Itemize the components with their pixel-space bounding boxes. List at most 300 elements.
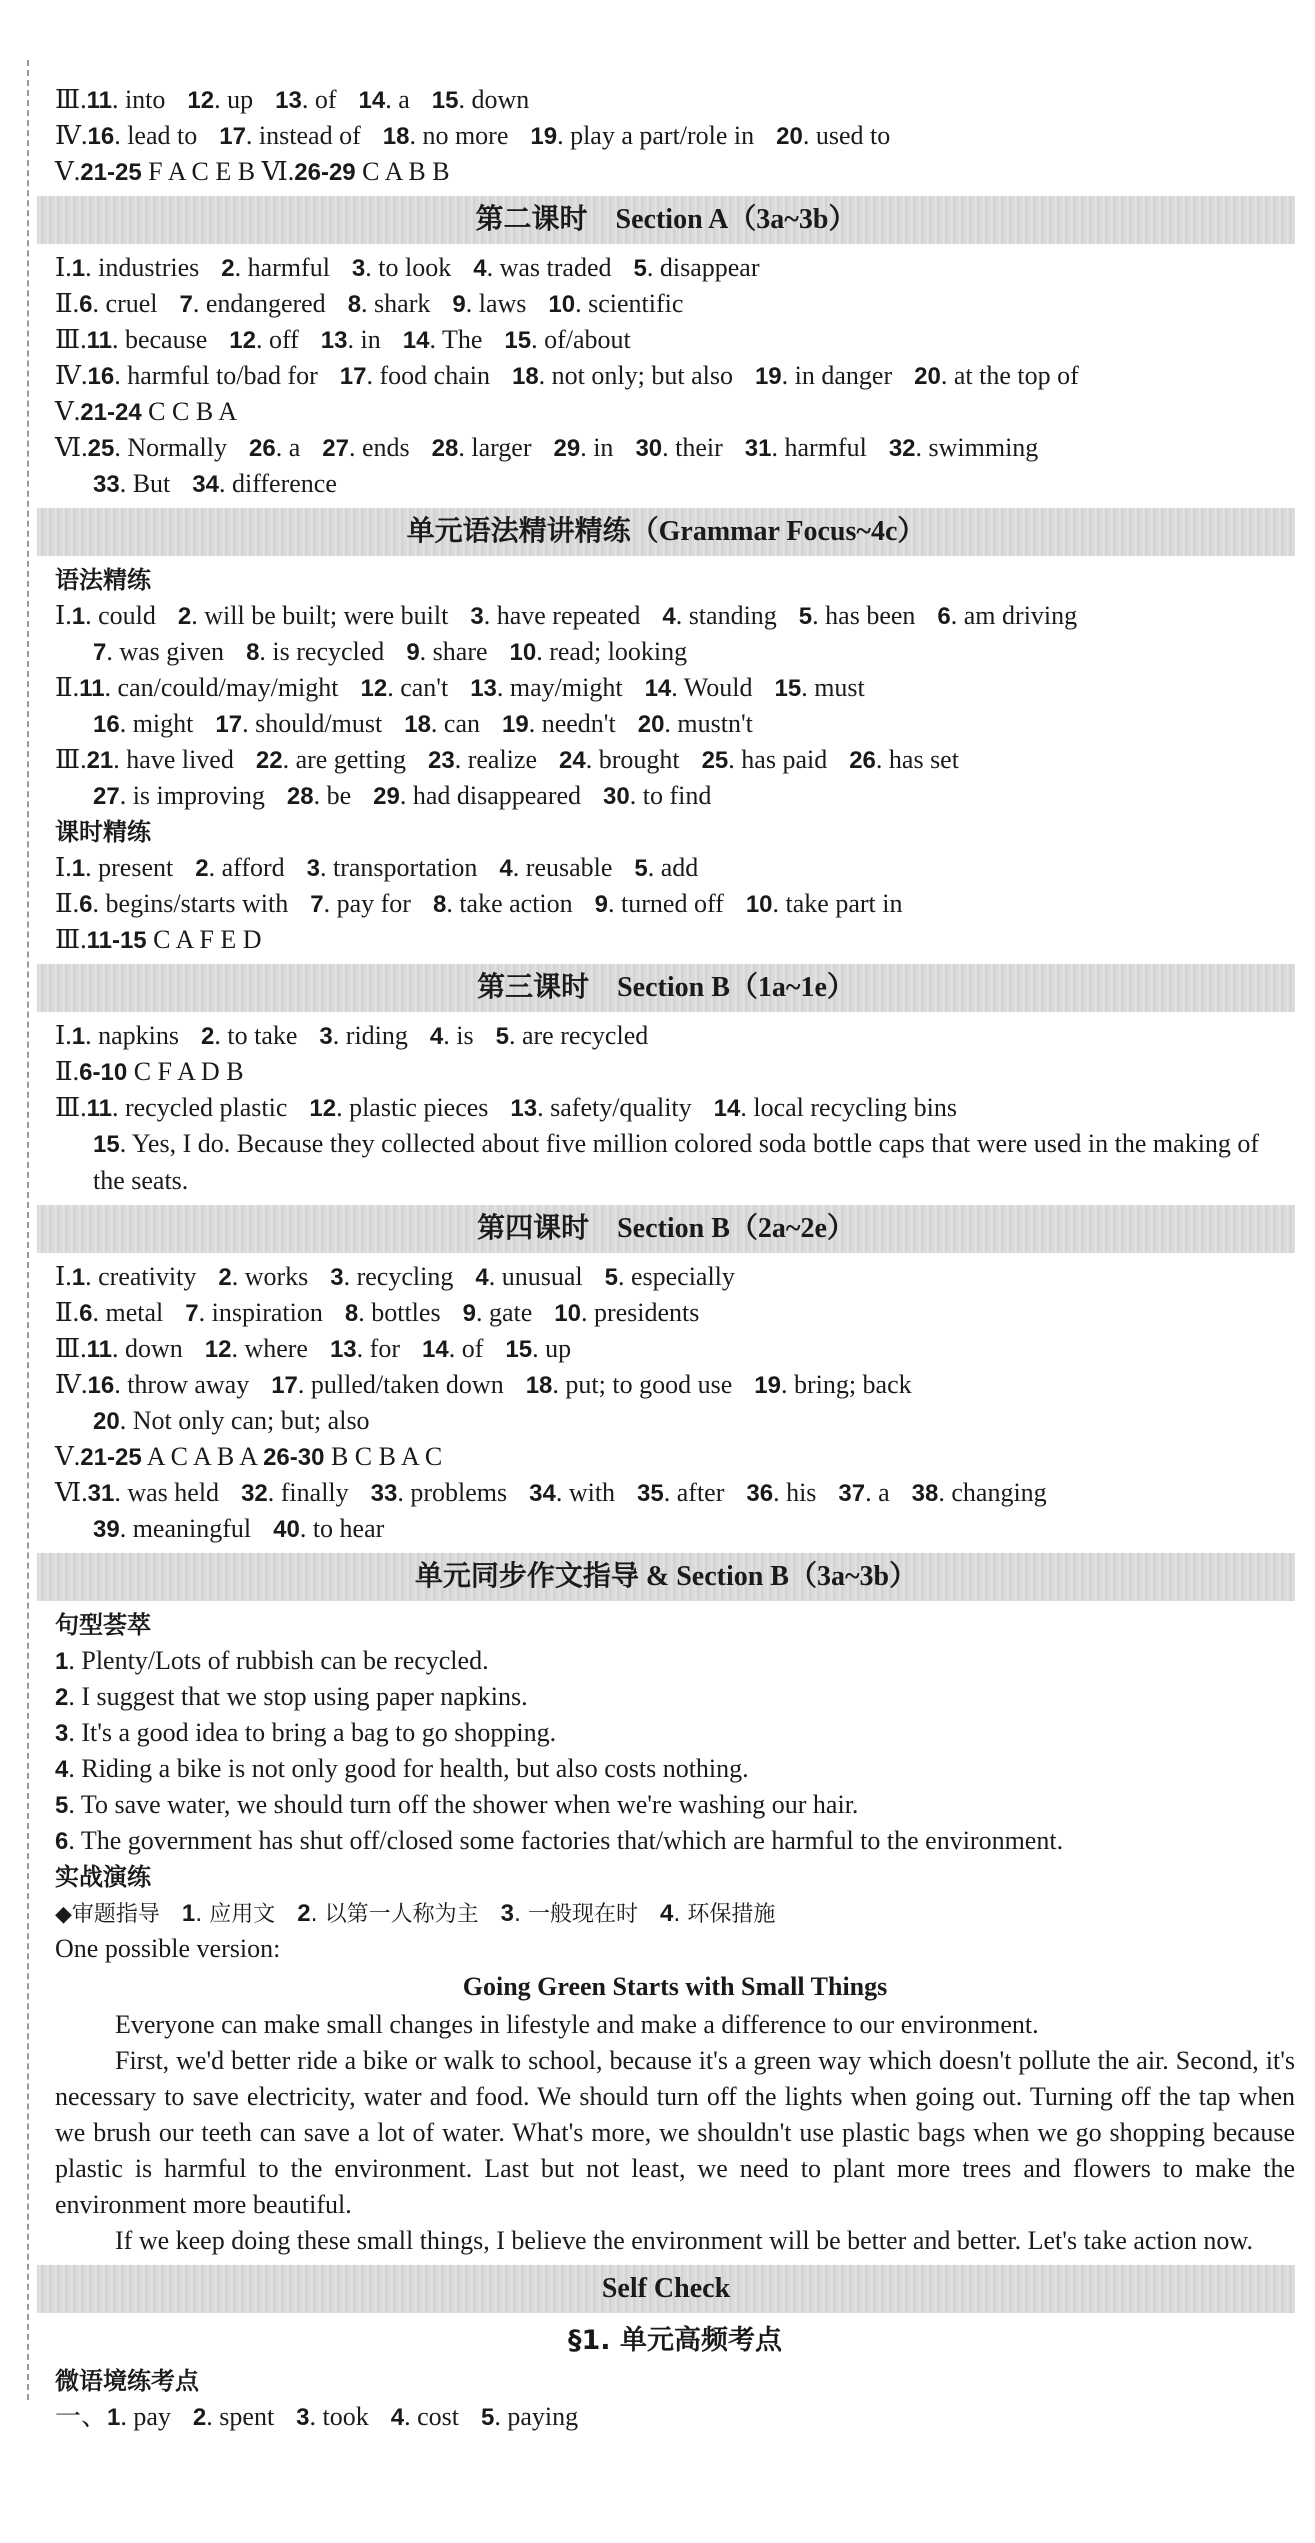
question-number: 4 [662, 603, 676, 630]
question-number: 3 [351, 255, 366, 282]
question-number: 11 [86, 327, 112, 354]
question-number: 19 [502, 711, 529, 738]
answer-line [55, 250, 1295, 286]
question-number: 1 [71, 255, 86, 282]
answer-text: . read; looking [536, 637, 688, 666]
answer-text: . needn't [528, 709, 616, 738]
question-number: 6 [79, 891, 93, 918]
question-number: 6 [79, 1300, 93, 1327]
section-numeral: Ⅰ. [55, 1262, 72, 1291]
section-numeral: Ⅱ. [55, 889, 80, 918]
question-number: 22 [255, 747, 283, 774]
question-number: 20 [914, 363, 941, 390]
writing-guide [55, 1895, 1295, 1931]
section-numeral: Ⅴ. [55, 1442, 81, 1471]
guide-number: 1 [181, 1900, 196, 1927]
question-number: 1 [71, 1264, 86, 1291]
guide-number: 2 [297, 1900, 311, 1927]
question-number: 4 [475, 1264, 489, 1291]
answer-line [55, 322, 1295, 358]
question-number: 9 [452, 291, 466, 318]
question-number: 11 [86, 1095, 112, 1122]
section-banner: 第二课时 Section A（3a~3b） [37, 196, 1295, 244]
question-number: 3 [470, 603, 484, 630]
section-heading: §1. 单元高频考点 [568, 2325, 782, 2356]
answer-line [55, 1126, 1295, 1199]
question-number: 1 [107, 2404, 121, 2431]
answer-text: . used to [802, 121, 891, 150]
question-number: 8 [347, 291, 362, 318]
question-number: 14 [644, 675, 672, 702]
answer-text: . But [119, 469, 171, 498]
section-numeral: Ⅱ. [55, 1298, 80, 1327]
answer-text: . pulled/taken down [297, 1370, 504, 1399]
question-number: 7 [310, 891, 324, 918]
answer-text: . share [419, 637, 488, 666]
answer-text: . Yes, I do. Because they collected about five million colored soda bottle caps that were used in the making of the seats. [93, 1129, 1260, 1195]
answer-line [55, 886, 1295, 922]
answer-text: . presidents [580, 1298, 700, 1327]
section-numeral: Ⅱ. [55, 1057, 80, 1086]
question-number: 1 [71, 1023, 86, 1050]
question-number: 34 [192, 471, 219, 498]
answer-text: . has paid [728, 745, 828, 774]
answer-text: . paying [494, 2402, 579, 2431]
answer-text: . works [231, 1262, 309, 1291]
section-banner: 第三课时 Section B（1a~1e） [37, 964, 1295, 1012]
answer-text: . will be built; were built [191, 601, 449, 630]
answer-text: . bring; back [780, 1370, 912, 1399]
question-number: 13 [470, 675, 497, 702]
question-number: 12 [204, 1336, 232, 1363]
answer-line [55, 706, 1295, 742]
answer-text: . reusable [512, 853, 613, 882]
question-number: 5 [604, 1264, 618, 1291]
answer-text: . could [85, 601, 156, 630]
guide-number: 3 [500, 1900, 514, 1927]
question-number: 4 [429, 1023, 444, 1050]
answer-line [55, 1367, 1295, 1403]
answer-text: . have lived [113, 745, 234, 774]
answer-text: . scientific [575, 289, 684, 318]
question-number: 17 [215, 711, 243, 738]
question-number: 10 [745, 891, 773, 918]
sentence-number: 4 [55, 1756, 69, 1783]
guide-text: . 环保措施 [673, 1902, 776, 1927]
section-banner: 单元同步作文指导 & Section B（3a~3b） [37, 1553, 1295, 1601]
answer-text: . add [647, 853, 699, 882]
section-numeral: Ⅲ. [55, 925, 87, 954]
answer-line [55, 286, 1295, 322]
question-number: 26 [849, 747, 876, 774]
question-number: 1 [71, 855, 86, 882]
question-number: 21 [86, 747, 114, 774]
answer-text: . harmful [771, 433, 867, 462]
question-number: 12 [187, 87, 215, 114]
answer-text: . riding [332, 1021, 408, 1050]
question-number: 8 [344, 1300, 359, 1327]
answer-line [55, 598, 1295, 634]
section-numeral: Ⅵ. [55, 433, 88, 462]
question-number: 38 [911, 1480, 939, 1507]
guide-number: 4 [660, 1900, 674, 1927]
sentence-line [55, 1823, 1295, 1859]
question-number: 28 [286, 783, 314, 810]
section-numeral: Ⅰ. [55, 1021, 72, 1050]
question-number: 2 [221, 255, 235, 282]
subsection-heading: 微语境练考点 [55, 2367, 199, 2395]
answer-text: . transportation [320, 853, 478, 882]
guide-text: . 一般现在时 [514, 1902, 638, 1927]
answer-letters: C F A D B [127, 1057, 244, 1086]
question-number: 29 [553, 435, 581, 462]
section-numeral: Ⅰ. [55, 853, 72, 882]
answer-text: . to take [214, 1021, 298, 1050]
answer-text: . ends [348, 433, 410, 462]
question-number: 16 [87, 363, 115, 390]
answer-text: . with [555, 1478, 616, 1507]
question-number: 20 [93, 1408, 120, 1435]
question-number: 15 [505, 1336, 533, 1363]
question-number: 32 [888, 435, 916, 462]
answer-text: . brought [585, 745, 680, 774]
question-number: 15 [93, 1131, 120, 1158]
answer-text: . no more [409, 121, 509, 150]
sentence-text: . I suggest that we stop using paper napkins. [68, 1682, 528, 1711]
answer-line [55, 1090, 1295, 1126]
answer-text: . afford [208, 853, 285, 882]
section-numeral: Ⅲ. [55, 85, 87, 114]
question-number: 18 [404, 711, 431, 738]
answer-text: . for [356, 1334, 400, 1363]
question-number: 3 [330, 1264, 344, 1291]
question-number: 33 [370, 1480, 398, 1507]
question-number: 10 [554, 1300, 581, 1327]
question-number: 10 [548, 291, 576, 318]
question-number: 12 [309, 1095, 337, 1122]
question-number: 12 [360, 675, 388, 702]
answer-text: . swimming [915, 433, 1039, 462]
question-number: 6 [937, 603, 951, 630]
answer-text: . of/about [531, 325, 631, 354]
answer-text: . was traded [486, 253, 612, 282]
essay-paragraph: Everyone can make small changes in lifestyle and make a difference to our environment. [115, 2010, 1039, 2039]
sentence-number: 5 [55, 1792, 69, 1819]
question-number: 30 [635, 435, 663, 462]
question-range: 21-25 [80, 1444, 142, 1471]
answer-letters: C A B B [355, 157, 450, 186]
section-numeral: Ⅵ. [261, 157, 295, 186]
question-number: 27 [93, 783, 120, 810]
question-number: 6 [79, 291, 93, 318]
question-range: 26-29 [294, 159, 356, 186]
answer-text: . Not only can; but; also [119, 1406, 370, 1435]
question-number: 2 [195, 855, 209, 882]
question-number: 18 [382, 123, 410, 150]
answer-text: . harmful to/bad for [114, 361, 318, 390]
question-number: 9 [594, 891, 609, 918]
answer-line [55, 1403, 1295, 1439]
question-number: 15 [431, 87, 459, 114]
question-number: 17 [219, 123, 246, 150]
answer-text: . endangered [192, 289, 326, 318]
answer-line [55, 778, 1295, 814]
answer-line [55, 1018, 1295, 1054]
question-number: 25 [701, 747, 729, 774]
question-range: 6-10 [79, 1059, 128, 1086]
answer-line [55, 2399, 1295, 2435]
essay-paragraph: First, we'd better ride a bike or walk to school, because it's a green way which doesn't pollute the air. Second, it's necessary to save electricity, water and food. We should turn off the lights when going out. Turning off the tap when we brush our teeth can save a lot of water. What's more, we shouldn't use plastic bags when we go shopping because plastic is harmful to the environment. Last but not least, we need to plant more trees and flowers to make the environment more beautiful. [55, 2046, 1295, 2219]
answer-text: . disappear [646, 253, 760, 282]
question-number: 39 [93, 1516, 120, 1543]
answer-text: . difference [218, 469, 337, 498]
answer-text: . be [313, 781, 352, 810]
answer-text: . of [448, 1334, 484, 1363]
question-number: 37 [838, 1480, 866, 1507]
question-number: 3 [306, 855, 320, 882]
question-number: 31 [87, 1480, 115, 1507]
question-number: 8 [246, 639, 260, 666]
answer-text: . pay [120, 2402, 171, 2431]
answer-text: . has been [812, 601, 916, 630]
answer-text: . not only; but also [538, 361, 733, 390]
subsection-heading: 句型荟萃 [55, 1611, 151, 1639]
question-number: 2 [177, 603, 192, 630]
answer-line [55, 1259, 1295, 1295]
answer-text: . bottles [358, 1298, 441, 1327]
question-number: 3 [296, 2404, 310, 2431]
answer-line [55, 154, 1295, 190]
question-number: 2 [201, 1023, 215, 1050]
answer-text: . put; to good use [552, 1370, 733, 1399]
question-number: 31 [744, 435, 772, 462]
answer-text: . metal [92, 1298, 164, 1327]
question-number: 14 [358, 87, 386, 114]
answer-text: . throw away [114, 1370, 250, 1399]
answer-text: . down [111, 1334, 183, 1363]
sentence-number: 6 [55, 1828, 69, 1855]
answer-text: . because [111, 325, 208, 354]
answer-text: . standing [675, 601, 777, 630]
question-number: 30 [603, 783, 630, 810]
section-numeral: Ⅰ. [55, 601, 72, 630]
question-number: 5 [798, 603, 813, 630]
answer-text: . inspiration [198, 1298, 323, 1327]
answer-text: . is [443, 1021, 474, 1050]
answer-text: . realize [454, 745, 537, 774]
subsection-heading: 语法精练 [55, 566, 151, 594]
question-number: 17 [271, 1372, 298, 1399]
answer-text: . up [532, 1334, 572, 1363]
question-number: 8 [432, 891, 447, 918]
sentence-text: . To save water, we should turn off the shower when we're washing our hair. [68, 1790, 859, 1819]
sentence-number: 1 [55, 1648, 69, 1675]
answer-text: . have repeated [483, 601, 641, 630]
question-number: 2 [218, 1264, 232, 1291]
question-number: 9 [406, 639, 420, 666]
answer-text: . instead of [245, 121, 361, 150]
answer-text: . is recycled [259, 637, 385, 666]
answer-text: . their [662, 433, 723, 462]
answer-text: . present [85, 853, 174, 882]
answer-content [55, 82, 1295, 2435]
question-number: 33 [93, 471, 120, 498]
sentence-text: . Riding a bike is not only good for health, but also costs nothing. [68, 1754, 749, 1783]
question-number: 17 [339, 363, 367, 390]
section-numeral: Ⅵ. [55, 1478, 88, 1507]
question-number: 2 [192, 2404, 207, 2431]
question-number: 36 [746, 1480, 774, 1507]
answer-line [55, 1439, 1295, 1475]
question-range: 26-30 [263, 1444, 325, 1471]
question-number: 20 [637, 711, 665, 738]
sentence-number: 3 [55, 1720, 69, 1747]
answer-text: . finally [267, 1478, 349, 1507]
answer-text: . was given [106, 637, 225, 666]
section-numeral: Ⅲ. [55, 1093, 87, 1122]
answer-text: . safety/quality [537, 1093, 692, 1122]
question-number: 1 [71, 603, 86, 630]
question-number: 5 [495, 1023, 509, 1050]
answer-text: . was held [114, 1478, 220, 1507]
question-number: 35 [637, 1480, 664, 1507]
answer-text: . took [309, 2402, 369, 2431]
question-number: 14 [402, 327, 430, 354]
answer-line [55, 850, 1295, 886]
section-numeral: Ⅲ. [55, 1334, 87, 1363]
question-number: 9 [462, 1300, 476, 1327]
question-number: 15 [504, 327, 532, 354]
section-numeral: Ⅳ. [55, 361, 88, 390]
answer-line [55, 82, 1295, 118]
answer-text: . in [580, 433, 614, 462]
question-number: 19 [754, 363, 782, 390]
answer-text: . are getting [282, 745, 407, 774]
question-number: 14 [421, 1336, 449, 1363]
question-number: 18 [511, 363, 539, 390]
question-number: 26 [249, 435, 276, 462]
answer-text: . might [119, 709, 194, 738]
answer-text: . off [255, 325, 299, 354]
question-number: 11 [79, 675, 105, 702]
question-number: 5 [481, 2404, 495, 2431]
answer-text: . plastic pieces [336, 1093, 489, 1122]
question-range: 21-25 [80, 159, 142, 186]
question-number: 24 [558, 747, 586, 774]
answer-text: . shark [361, 289, 431, 318]
question-number: 23 [428, 747, 455, 774]
question-number: 16 [87, 123, 115, 150]
question-number: 34 [529, 1480, 556, 1507]
answer-text: . turned off [608, 889, 724, 918]
sentence-text: . The government has shut off/closed some factories that/which are harmful to the environment. [68, 1826, 1064, 1855]
answer-text: . after [663, 1478, 725, 1507]
section-numeral: Ⅰ. [55, 253, 72, 282]
section-numeral: Ⅴ. [55, 157, 81, 186]
answer-line [55, 1331, 1295, 1367]
answer-text: . creativity [85, 1262, 197, 1291]
question-number: 13 [275, 87, 302, 114]
answer-text: . recycling [343, 1262, 454, 1291]
section-banner: Self Check [37, 2265, 1295, 2313]
sentence-line [55, 1787, 1295, 1823]
answer-text: . must [801, 673, 865, 702]
answer-text: . begins/starts with [92, 889, 289, 918]
question-number: 15 [774, 675, 802, 702]
answer-line [55, 1054, 1295, 1090]
section-numeral: Ⅴ. [55, 397, 81, 426]
answer-line [55, 118, 1295, 154]
answer-text: . food chain [366, 361, 490, 390]
answer-text: . changing [938, 1478, 1047, 1507]
essay-paragraph: If we keep doing these small things, I believe the environment will be better and better. Let's take action now. [115, 2226, 1253, 2255]
answer-text: . to hear [299, 1514, 385, 1543]
answer-line [55, 430, 1295, 466]
answer-text: . Normally [114, 433, 228, 462]
question-number: 5 [633, 255, 647, 282]
section-numeral: Ⅱ. [55, 289, 80, 318]
sentence-line [55, 1643, 1295, 1679]
sentence-text: . It's a good idea to bring a bag to go shopping. [68, 1718, 557, 1747]
section-numeral: Ⅳ. [55, 121, 88, 150]
answer-text: . lead to [114, 121, 198, 150]
section-numeral: Ⅲ. [55, 325, 87, 354]
answer-text: . larger [458, 433, 532, 462]
answer-text: . a [385, 85, 410, 114]
answer-line [55, 466, 1295, 502]
question-number: 12 [229, 327, 256, 354]
sentence-line [55, 1715, 1295, 1751]
subsection-heading: 实战演练 [55, 1863, 151, 1891]
question-number: 4 [473, 255, 487, 282]
answer-text: . am driving [950, 601, 1078, 630]
answer-text: . of [301, 85, 337, 114]
answer-text: . may/might [496, 673, 623, 702]
question-number: 13 [320, 327, 348, 354]
answer-line [55, 922, 1295, 958]
answer-text: . The [429, 325, 483, 354]
answer-text: . can/could/may/might [104, 673, 339, 702]
question-number: 32 [241, 1480, 268, 1507]
question-range: 11-15 [86, 927, 147, 954]
answer-text: . laws [465, 289, 527, 318]
answer-letters: A C A B A [141, 1442, 264, 1471]
answer-text: . pay for [323, 889, 411, 918]
answer-letters: B C B A C [324, 1442, 443, 1471]
question-number: 19 [754, 1372, 781, 1399]
section-numeral: Ⅳ. [55, 1370, 88, 1399]
question-number: 7 [185, 1300, 199, 1327]
answer-text: . local recycling bins [740, 1093, 957, 1122]
answer-text: . to look [365, 253, 452, 282]
answer-text: . has set [875, 745, 959, 774]
answer-text: . gate [475, 1298, 533, 1327]
question-number: 28 [431, 435, 459, 462]
answer-text: . where [231, 1334, 308, 1363]
answer-text: . at the top of [940, 361, 1079, 390]
question-number: 4 [499, 855, 513, 882]
question-number: 4 [390, 2404, 405, 2431]
answer-line [55, 1475, 1295, 1511]
answer-line [55, 670, 1295, 706]
question-range: 21-24 [80, 399, 142, 426]
question-number: 25 [87, 435, 115, 462]
answer-text: . cruel [92, 289, 158, 318]
answer-letters: F A C E B [141, 157, 262, 186]
guide-label: ◆审题指导 [55, 1902, 160, 1927]
answer-text: . napkins [85, 1021, 180, 1050]
answer-text: . his [773, 1478, 817, 1507]
